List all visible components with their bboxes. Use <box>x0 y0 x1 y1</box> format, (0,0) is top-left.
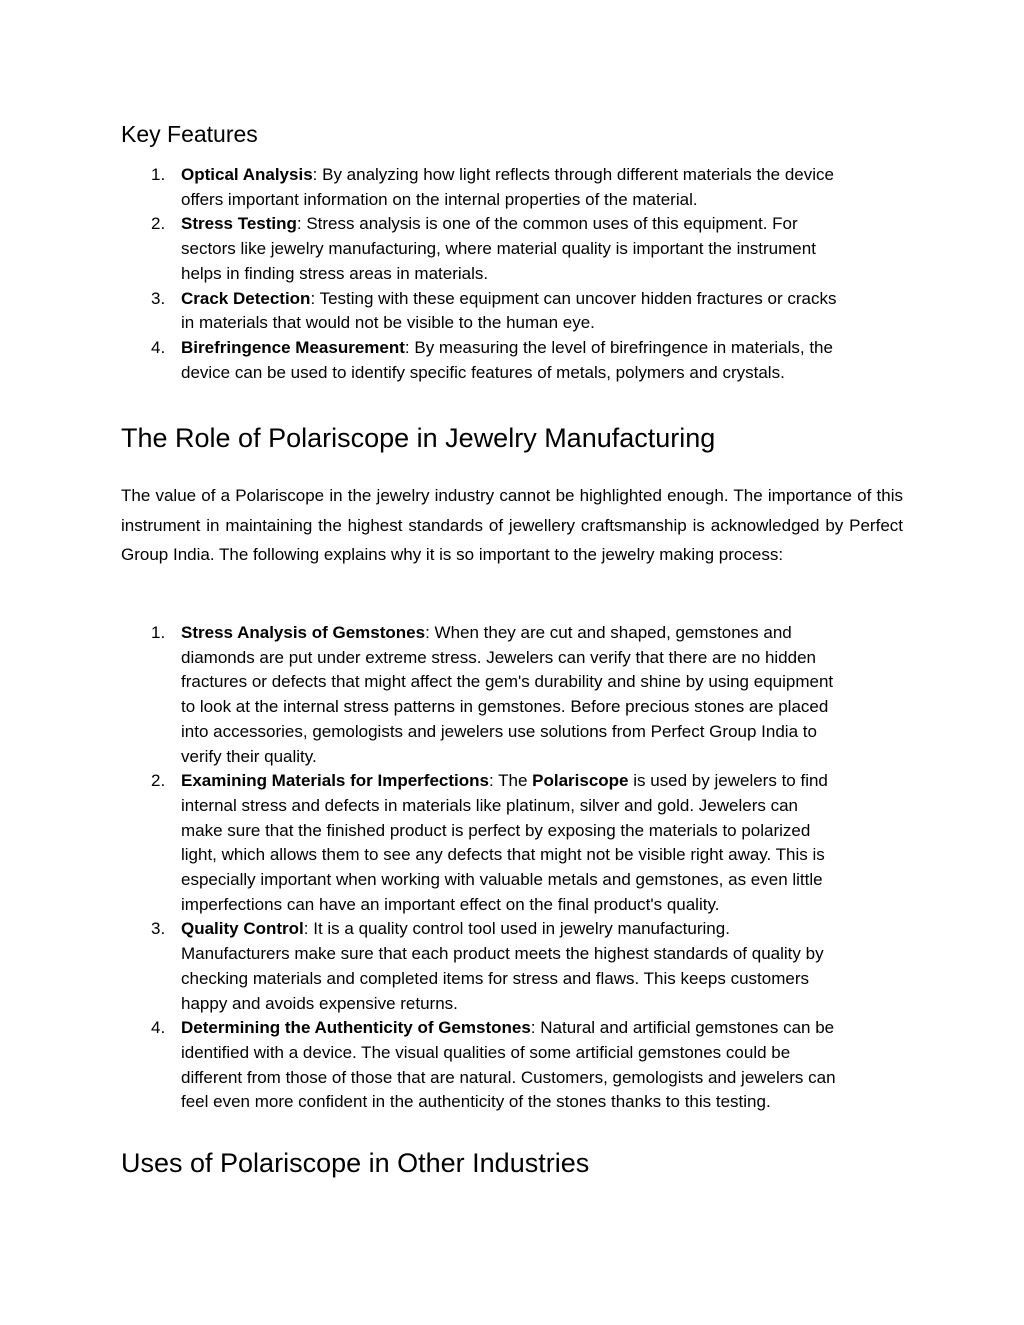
list-item-term: Examining Materials for Imperfections <box>181 771 489 791</box>
list-item-term: Stress Testing <box>181 214 297 234</box>
list-item-text: : By measuring the level of birefringence in materials, the device can be used to identify specific features of metals, polymers and crystals. <box>181 337 833 382</box>
list-item-text: : Testing with these equipment can uncover hidden fractures or cracks in materials that would not be visible to the human eye. <box>181 288 837 333</box>
list-item <box>121 163 841 212</box>
list-item-term: Crack Detection <box>181 288 311 308</box>
list-item-text: is used by jewelers to find internal stress and defects in materials like platinum, silver and gold. Jewelers can make sure that the finished product is perfect by exposing the materials to polarized light, which allows them to see any defects that might not be visible right away. This is especially important when working with valuable metals and gemstones, as even little imperfections can have an important effect on the final product's quality. <box>181 771 828 914</box>
list-item <box>121 621 841 769</box>
uses-section-heading: Uses of Polariscope in Other Industries <box>121 1148 590 1178</box>
list-item <box>121 769 841 917</box>
list-item-term: Quality Control <box>181 919 304 939</box>
list-item-text: : It is a quality control tool used in jewelry manufacturing. Manufacturers make sure that each product meets the highest standards of quality by checking materials and completed items for stress and flaws. This keeps customers happy and avoids expensive returns. <box>181 919 824 1013</box>
role-section-list <box>121 621 903 1115</box>
list-number: 2. <box>151 214 166 234</box>
list-number: 3. <box>151 919 166 939</box>
role-intro-paragraph: The value of a Polariscope in the jewelry industry cannot be highlighted enough. The importance of this instrument in maintaining the highest standards of jewellery craftsmanship is acknowledged by Perfect Group India. The following explains why it is so important to the jewelry making process: <box>121 486 903 564</box>
list-item-term: Stress Analysis of Gemstones <box>181 623 426 642</box>
list-number: 4. <box>151 337 166 357</box>
list-number: 3. <box>151 288 166 308</box>
list-number: 1. <box>151 165 166 184</box>
list-item-term: Optical Analysis <box>181 165 313 184</box>
list-item-term: Determining the Authenticity of Gemstones <box>181 1018 531 1038</box>
list-item-term: Polariscope <box>532 771 629 791</box>
list-item-text: : When they are cut and shaped, gemstones and diamonds are put under extreme stress. Jewelers can verify that there are no hidden fractures or defects that might affect the gem's durability and shine by using equipment to look at the internal stress patterns in gemstones. Before precious stones are placed into accessories, gemologists and jewelers use solutions from Perfect Group India to verify their quality. <box>181 623 834 766</box>
list-item <box>121 212 841 286</box>
list-item <box>121 287 841 336</box>
list-item-text: : Natural and artificial gemstones can be identified with a device. The visual qualities of some artificial gemstones could be different from those of those that are natural. Customers, gemologists and jewelers can feel even more confident in the authenticity of the stones thanks to this testing. <box>181 1018 836 1112</box>
list-item-text: : Stress analysis is one of the common uses of this equipment. For sectors like jewelry manufacturing, where material quality is important the instrument helps in finding stress areas in materials. <box>181 214 816 283</box>
list-item-text: : The <box>488 771 533 791</box>
key-features-heading: Key Features <box>121 121 258 147</box>
list-item-text: : By analyzing how light reflects through different materials the device offers important information on the internal properties of the material. <box>181 165 834 209</box>
list-number: 2. <box>151 771 166 791</box>
list-item <box>121 336 841 385</box>
list-number: 4. <box>151 1018 166 1038</box>
key-features-list <box>121 163 903 385</box>
list-item <box>121 1016 841 1115</box>
list-item <box>121 917 841 1016</box>
list-number: 1. <box>151 623 166 642</box>
role-section-heading: The Role of Polariscope in Jewelry Manufacturing <box>121 423 716 453</box>
list-item-term: Birefringence Measurement <box>181 337 405 357</box>
